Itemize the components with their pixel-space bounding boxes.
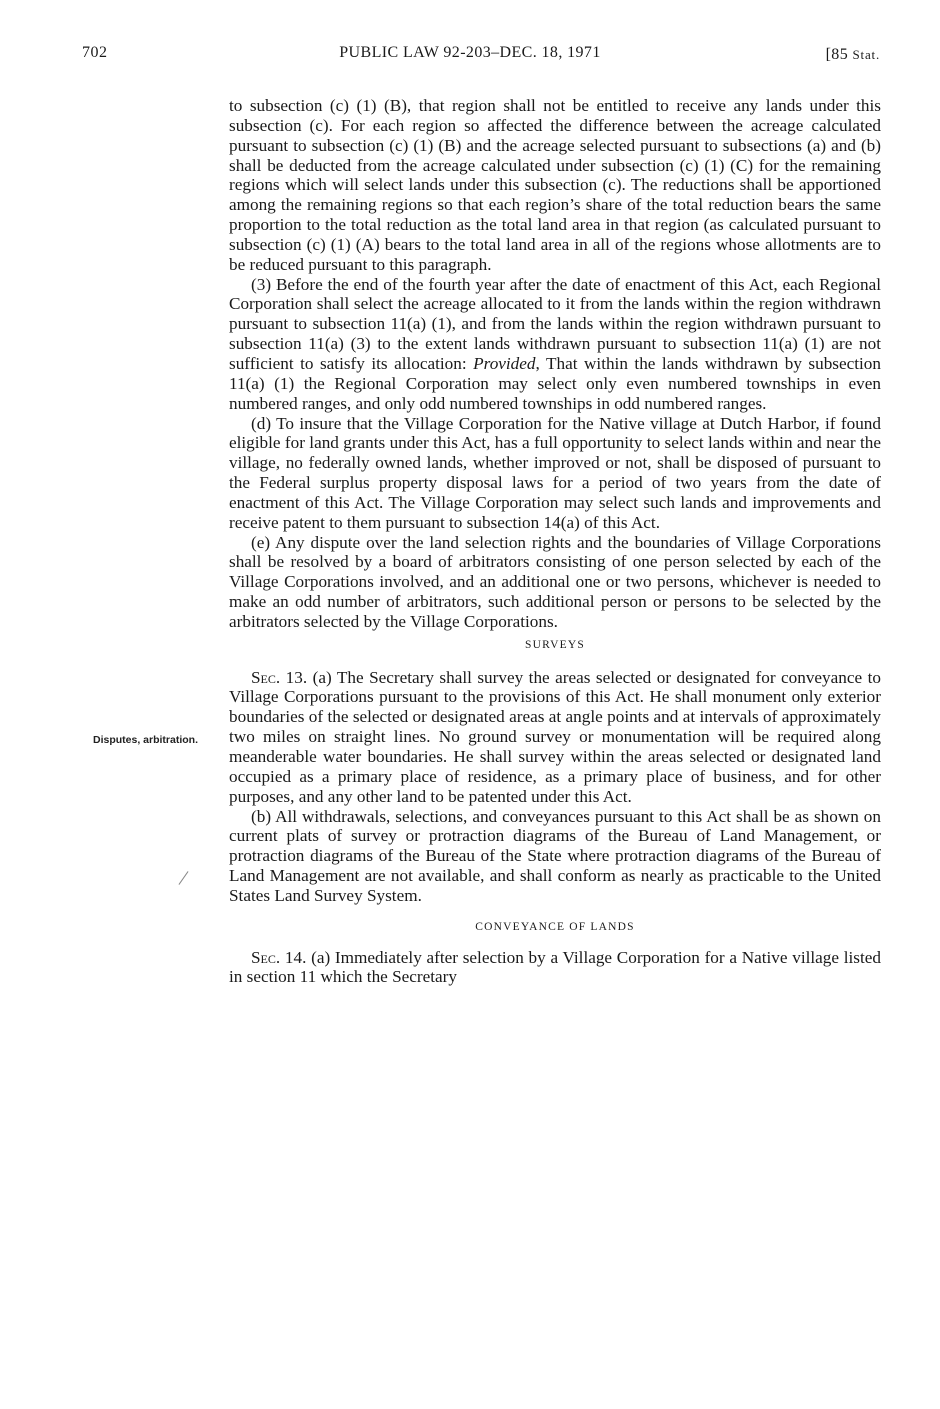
paragraph-d: (d) To insure that the Village Corporation for the Native village at Dutch Harbor, if found eligible for land grants under this Act, has a full opportunity to select lands within and near the village, no federally owned lands, whether improved or not, shall be disposed of pursuant to the Federal surplus property disposal laws for a period of two years from the date of enactment of this Act. The Village Corporation may select such lands and improvements and receive patent to them pursuant to subsection 14(a) of this Act. [229, 413, 881, 532]
paragraph-3-text-a: (3) Before the end of the fourth year after the date of enactment of this Act, each Regional Corporation shall select the acreage allocated to it from the lands within the region withdrawn pursuant to subsection 11(a) (1), and from the lands within the region withdrawn pursuant to subsection 11(a) (3) to the extent lands withdrawn pursuant to subsection 11(a) (1) are not sufficient to satisfy its allocation: [229, 274, 881, 373]
page-number: 702 [82, 44, 108, 61]
section-14-label: Sec. 14. [251, 947, 307, 967]
paragraph-3 [229, 275, 881, 414]
section-heading-surveys: SURVEYS [525, 638, 585, 651]
body-text [229, 96, 881, 987]
section-13-label: Sec. 13. [251, 667, 308, 687]
statute-reference-word: Stat. [852, 47, 880, 62]
stray-pen-mark [179, 871, 189, 885]
margin-note-disputes: Disputes, arbitration. [92, 734, 198, 746]
section-13-a [229, 668, 881, 807]
section-heading-conveyance: CONVEYANCE OF LANDS [475, 920, 635, 933]
statute-reference [826, 46, 880, 64]
section-13-b: (b) All withdrawals, selections, and conveyances pursuant to this Act shall be as shown on current plats of survey or protraction diagrams of the Bureau of Land Management, or protraction diagrams of the Bureau of the State where protraction diagrams of the Bureau of Land Management are not available, and shall conform as nearly as practicable to the United States Land Survey System. [229, 806, 881, 905]
proviso-italic: Provided [473, 353, 536, 373]
page-header [0, 44, 940, 68]
paragraph-3-text-b: , That within the lands withdrawn by subsection 11(a) (1) the Regional Corporation may select only even numbered townships in even numbered ranges, and only odd numbered townships in odd numbered ranges. [229, 353, 881, 413]
paragraph-continuation: to subsection (c) (1) (B), that region shall not be entitled to receive any lands under this subsection (c). For each region so affected the difference between the acreage calculated pursuant to subsection (c) (1) (B) and the acreage selected pursuant to subsections (a) and (b) shall be deducted from the acreage calculated under subsection (c) (1) (C) for the remaining regions which will select lands under this subsection (c). The reductions shall be apportioned among the remaining regions so that each region’s share of the total reduction bears the same proportion to the total reduction as the total land area in that region (as calculated pursuant to subsection (c) (1) (A) bears to the total land area in all of the regions whose allotments are to be reduced pursuant to this paragraph. [229, 96, 881, 274]
section-14-a-text: (a) Immediately after selection by a Village Corporation for a Native village listed in section 11 which the Secretary [229, 947, 881, 987]
section-14-a [229, 948, 881, 988]
statute-reference-prefix: [85 [825, 46, 853, 63]
section-13-a-text: (a) The Secretary shall survey the areas selected or designated for conveyance to Village Corporations pursuant to the provisions of this Act. He shall monument only exterior boundaries of the selected or designated areas at angle points and at intervals of approximately two miles on straight lines. No ground survey or monumentation will be required along meanderable water boundaries. He shall survey within the areas selected or designated land occupied as a primary place of residence, as a primary place of business, and for other purposes, and any other land to be patented under this Act. [229, 667, 881, 806]
paragraph-e: (e) Any dispute over the land selection rights and the boundaries of Village Corporations shall be resolved by a board of arbitrators consisting of one person selected by each of the Village Corporations involved, and an additional one or two persons, whichever is needed to make an odd number of arbitrators, such additional person or persons to be selected by the arbitrators selected by the Village Corporations. [229, 532, 881, 631]
running-head: PUBLIC LAW 92-203–DEC. 18, 1971 [339, 44, 601, 61]
